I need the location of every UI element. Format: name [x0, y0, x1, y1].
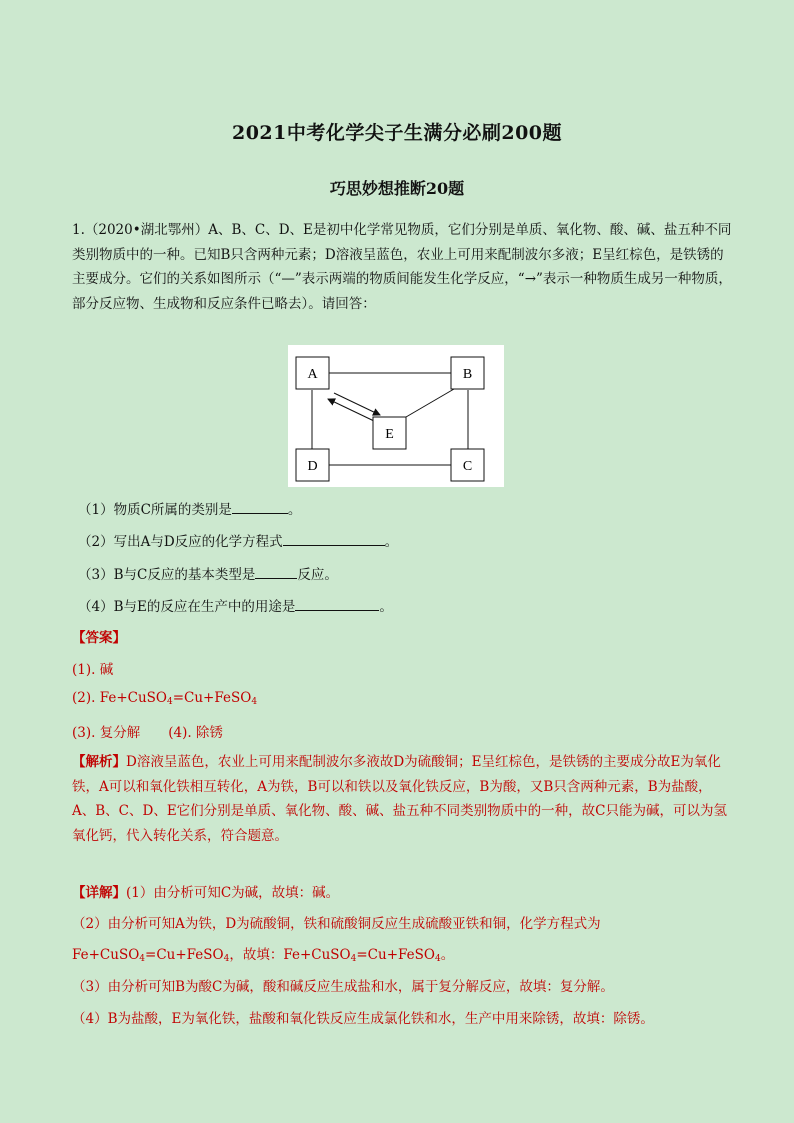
- detail-2b-part: ，故填：Fe+CuSO: [229, 947, 351, 963]
- detail-line-4: （4）B为盐酸，E为氧化铁，盐酸和氧化铁反应生成氯化铁和水，生产中用来除锈，故填：除锈。: [72, 1011, 654, 1027]
- section-subtitle: 巧思妙想推断20题: [329, 179, 465, 198]
- answer-blank-1[interactable]: [232, 500, 288, 514]
- document-title: 2021中考化学尖子生满分必刷200题: [231, 122, 563, 144]
- sub-question-1: [78, 498, 301, 518]
- sub-question-1-text: （1）物质C所属的类别是: [78, 502, 232, 518]
- sub-question-4: [78, 595, 393, 615]
- detail-2b-part: =Cu+FeSO: [356, 947, 435, 963]
- arrow-e-to-a: [328, 399, 374, 421]
- sub-question-3-suffix: 反应。: [297, 567, 338, 583]
- answer-2-part: =Cu+FeSO: [172, 690, 252, 706]
- answer-4: (4). 除锈: [168, 725, 223, 741]
- detail-2b-part: 。: [440, 947, 455, 963]
- detail-2b-part: =Cu+FeSO: [145, 947, 224, 963]
- relationship-diagram: [288, 345, 504, 487]
- arrow-a-to-e: [334, 393, 380, 415]
- subscript: 4: [139, 954, 146, 964]
- sub-question-4-text: （4）B与E的反应在生产中的用途是: [78, 599, 296, 615]
- answer-blank-2[interactable]: [283, 532, 385, 546]
- analysis-text: D溶液呈蓝色，农业上可用来配制波尔多液故D为硫酸铜；E呈红棕色，是铁锈的主要成分故E为氧化铁，A可以和氧化铁相互转化，A为铁，B可以和铁以及氧化铁反应，B为酸，又B只含两种元素，B为盐酸，A、B、C、D、E它们分别是单质、氧化物、酸、碱、盐五种不同类别物质中的一种，故C只能为碱，可以为氢氧化钙，代入转化关系，符合题意。: [72, 754, 728, 844]
- detail-2b-part: Fe+CuSO: [72, 947, 140, 963]
- subscript: 4: [350, 954, 357, 964]
- node-c-label: C: [462, 459, 473, 474]
- node-a-label: A: [307, 367, 318, 382]
- analysis-header: 【解析】: [72, 754, 126, 770]
- detail-header: 【详解】: [72, 885, 126, 901]
- sub-question-1-suffix: 。: [287, 502, 302, 518]
- sub-question-2-text: （2）写出A与D反应的化学方程式: [78, 534, 283, 550]
- sub-question-3-text: （3）B与C反应的基本类型是: [78, 567, 256, 583]
- detail-line-2b: [72, 943, 454, 964]
- answer-2-subscript: 4: [166, 697, 173, 707]
- detail-1-text: (1）由分析可知C为碱，故填：碱。: [126, 885, 340, 901]
- answer-1: (1). 碱: [72, 662, 114, 678]
- detail-line-1: [72, 881, 339, 901]
- subscript: 4: [223, 954, 230, 964]
- node-b-label: B: [462, 367, 473, 382]
- sub-question-3: [78, 563, 338, 583]
- answer-2-subscript: 4: [251, 697, 258, 707]
- edge-b-e: [406, 389, 454, 417]
- answer-blank-3[interactable]: [255, 565, 297, 579]
- analysis-paragraph: [72, 750, 734, 848]
- sub-question-4-suffix: 。: [379, 599, 393, 615]
- answer-blank-4[interactable]: [295, 597, 379, 611]
- question-text: 1.（2020•湖北鄂州）A、B、C、D、E是初中化学常见物质，它们分别是单质、氧化物、酸、碱、盐五种不同类别物质中的一种。已知B只含两种元素；D溶液呈蓝色，农业上可用来配制波尔多液；E呈红棕色，是铁锈的主要成分。它们的关系如图所示（“—”表示两端的物质间能发生化学反应，“→”表示一种物质生成另一种物质，部分反应物、生成物和反应条件已略去）。请回答：: [72, 222, 732, 312]
- sub-question-2: [78, 530, 398, 550]
- subscript: 4: [434, 954, 441, 964]
- detail-line-3: （3）由分析可知B为酸C为碱，酸和碱反应生成盐和水，属于复分解反应，故填：复分解。: [72, 979, 614, 995]
- answer-3: (3). 复分解: [72, 725, 141, 741]
- detail-line-2: （2）由分析可知A为铁，D为硫酸铜，铁和硫酸铜反应生成硫酸亚铁和铜，化学方程式为: [72, 916, 601, 932]
- answer-2-part: (2). Fe+CuSO: [72, 690, 167, 706]
- sub-question-2-suffix: 。: [384, 534, 399, 550]
- diagram-svg: [288, 345, 504, 487]
- answer-3-4: [72, 721, 223, 741]
- node-d-label: D: [307, 459, 318, 474]
- node-e-label: E: [385, 427, 394, 442]
- answer-2: [72, 690, 257, 707]
- answer-header: 【答案】: [72, 630, 126, 646]
